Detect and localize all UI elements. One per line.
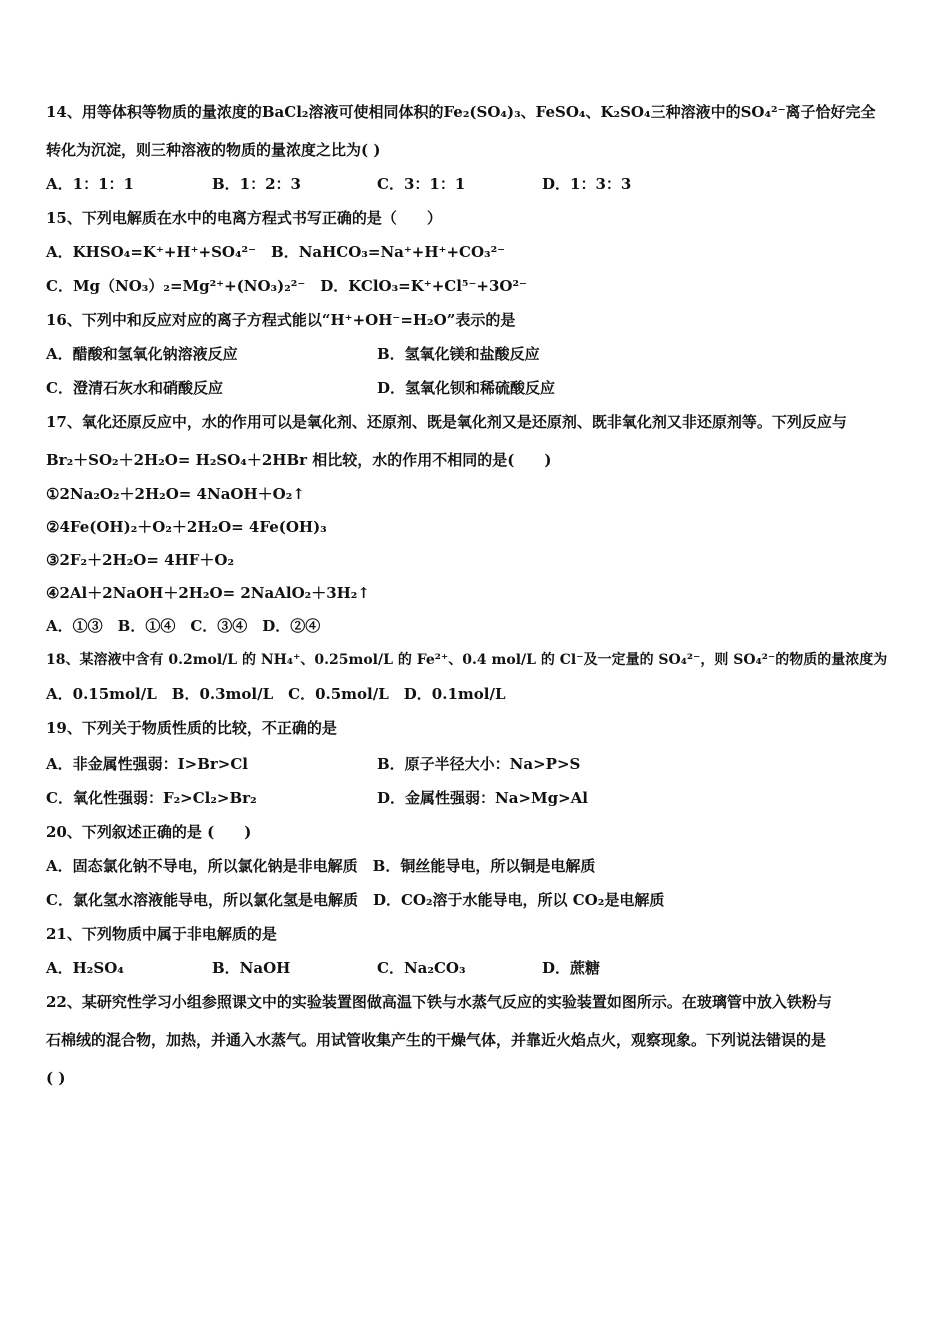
q21-option-a: A．H₂SO₄ [46,959,124,977]
q16-option-c: C．澄清石灰水和硝酸反应 [46,379,223,397]
q20-options-ab: A．固态氯化钠不导电，所以氯化钠是非电解质 B．铜丝能导电，所以铜是电解质 [46,857,596,875]
q16-option-a: A．醋酸和氢氧化钠溶液反应 [46,345,238,363]
q17-stem-line2: Br₂＋SO₂＋2H₂O= H₂SO₄＋2HBr 相比较，水的作用不相同的是( ) [46,451,552,469]
q18-stem: 18、某溶液中含有 0.2mol/L 的 NH₄⁺、0.25mol/L 的 Fe²⁺、0.4 mol/L 的 Cl⁻及一定量的 SO₄²⁻，则 SO₄²⁻的物质的量浓度为 [46,652,888,668]
q21-option-d: D．蔗糖 [542,959,601,977]
q19-option-d: D．金属性强弱：Na>Mg>Al [377,789,589,807]
q21-stem: 21、下列物质中属于非电解质的是 [46,925,277,943]
q16-option-b: B．氢氧化镁和盐酸反应 [377,345,540,363]
q17-stem-line1: 17、氧化还原反应中，水的作用可以是氧化剂、还原剂、既是氧化剂又是还原剂、既非氧化剂又非还原剂等。下列反应与 [46,413,847,431]
q14-stem-line1: 14、用等体积等物质的量浓度的BaCl₂溶液可使相同体积的Fe₂(SO₄)₃、FeSO₄、K₂SO₄三种溶液中的SO₄²⁻离子恰好完全 [46,103,876,121]
q22-stem-line2: 石棉绒的混合物，加热，并通入水蒸气。用试管收集产生的干燥气体，并靠近火焰点火，观察现象。下列说法错误的是 [46,1031,827,1049]
q15-options-cd: C．Mg（NO₃）₂=Mg²⁺+(NO₃)₂²⁻ D．KClO₃=K⁺+Cl⁵⁻+3O²⁻ [46,277,527,295]
q19-option-a: A．非金属性强弱：I>Br>Cl [46,755,249,773]
q16-option-d: D．氢氧化钡和稀硫酸反应 [377,379,556,397]
q22-stem-line3: ( ) [46,1069,66,1087]
q22-stem-line1: 22、某研究性学习小组参照课文中的实验装置图做高温下铁与水蒸气反应的实验装置如图所示。在玻璃管中放入铁粉与 [46,993,832,1011]
q20-options-cd: C．氯化氢水溶液能导电，所以氯化氢是电解质 D．CO₂溶于水能导电，所以 CO₂是电解质 [46,891,665,909]
q16-stem: 16、下列中和反应对应的离子方程式能以“H⁺+OH⁻=H₂O”表示的是 [46,311,516,329]
q14-option-a: A．1：1：1 [46,175,134,193]
q17-options: A．①③ B．①④ C．③④ D．②④ [46,617,321,635]
q17-item-1: ①2Na₂O₂＋2H₂O= 4NaOH＋O₂↑ [46,485,305,503]
q19-stem: 19、下列关于物质性质的比较，不正确的是 [46,719,337,737]
q18-options: A．0.15mol/L B．0.3mol/L C．0.5mol/L D．0.1mol/L [46,685,506,703]
q17-item-2: ②4Fe(OH)₂＋O₂＋2H₂O= 4Fe(OH)₃ [46,518,327,536]
q21-option-c: C．Na₂CO₃ [377,959,466,977]
q19-option-c: C．氧化性强弱：F₂>Cl₂>Br₂ [46,789,257,807]
q14-option-d: D．1：3：3 [542,175,632,193]
q21-option-b: B．NaOH [212,959,291,977]
q17-item-3: ③2F₂＋2H₂O= 4HF＋O₂ [46,551,235,569]
q14-option-b: B．1：2：3 [212,175,301,193]
q15-options-ab: A．KHSO₄=K⁺+H⁺+SO₄²⁻ B．NaHCO₃=Na⁺+H⁺+CO₃²⁻ [46,243,506,261]
q19-option-b: B．原子半径大小：Na>P>S [377,755,581,773]
q14-option-c: C．3：1：1 [377,175,466,193]
q20-stem: 20、下列叙述正确的是 ( ) [46,823,252,841]
q14-stem-line2: 转化为沉淀，则三种溶液的物质的量浓度之比为( ) [46,141,381,159]
q15-stem: 15、下列电解质在水中的电离方程式书写正确的是（ ） [46,209,442,227]
q17-item-4: ④2Al＋2NaOH＋2H₂O= 2NaAlO₂＋3H₂↑ [46,584,370,602]
